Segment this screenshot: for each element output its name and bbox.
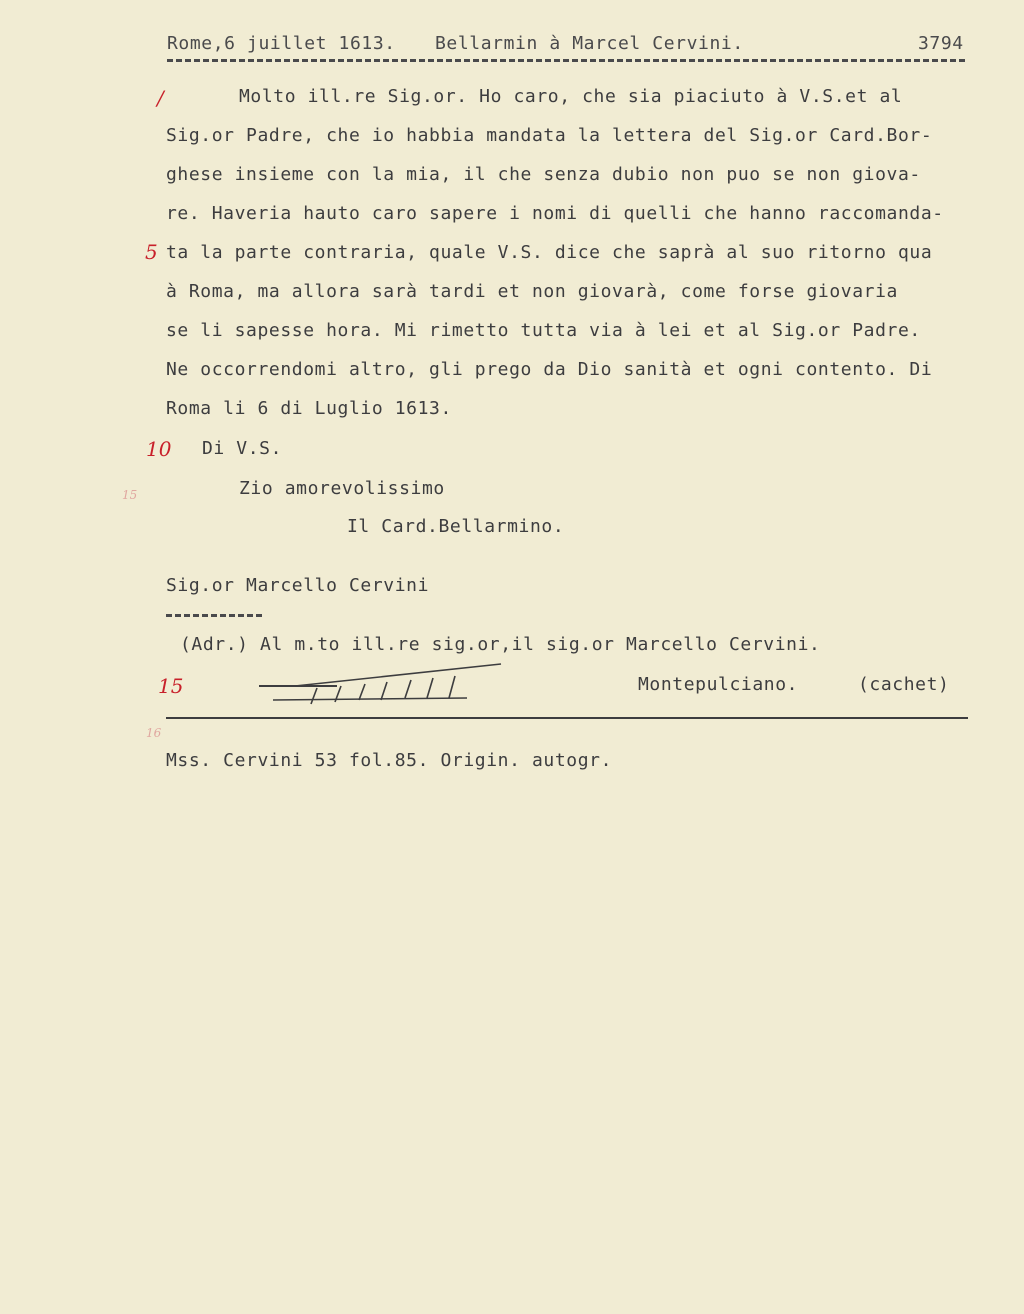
source-reference: Mss. Cervini 53 fol.85. Origin. autogr. (166, 750, 613, 771)
section-divider (166, 717, 968, 719)
body-line-7: se li sapesse hora. Mi rimetto tutta via à lei et al Sig.or Padre. (166, 320, 921, 341)
margin-number-15: 15 (158, 674, 184, 698)
place-name: Montepulciano. (638, 674, 799, 695)
header-title: Bellarmin à Marcel Cervini. (435, 33, 744, 54)
body-line-6: à Roma, ma allora sarà tardi et non giovarà, come forse giovaria (166, 281, 898, 302)
faint-margin-mark: 16 (146, 726, 162, 740)
closing-relation: Zio amorevolissimo (239, 478, 445, 499)
header-date: Rome,6 juillet 1613. (167, 33, 396, 54)
recipient-name: Sig.or Marcello Cervini (166, 575, 430, 596)
header-divider (167, 59, 965, 62)
body-line-8: Ne occorrendomi altro, gli prego da Dio sanità et ogni contento. Di (166, 359, 933, 380)
body-line-5: ta la parte contraria, quale V.S. dice che saprà al suo ritorno qua (166, 242, 933, 263)
margin-number-10: 10 (146, 437, 172, 461)
closing-salutation: Di V.S. (202, 438, 283, 459)
header-page-number: 3794 (918, 33, 964, 54)
body-line-3: ghese insieme con la mia, il che senza dubio non puo se non giova- (166, 164, 921, 185)
body-line-2: Sig.or Padre, che io habbia mandata la lettera del Sig.or Card.Bor- (166, 125, 933, 146)
faint-margin-mark: 15 (122, 488, 138, 502)
recipient-underline (166, 614, 262, 617)
margin-number-5: 5 (145, 240, 158, 264)
cachet-note: (cachet) (858, 674, 950, 695)
body-line-4: re. Haveria hauto caro sapere i nomi di quelli che hanno raccomanda- (166, 203, 944, 224)
body-line-1: Molto ill.re Sig.or. Ho caro, che sia piaciuto à V.S.et al (239, 86, 903, 107)
margin-number-1: / (157, 86, 164, 110)
closing-signature: Il Card.Bellarmino. (347, 516, 565, 537)
address-line: (Adr.) Al m.to ill.re sig.or,il sig.or Marcello Cervini. (180, 634, 821, 655)
body-line-9: Roma li 6 di Luglio 1613. (166, 398, 452, 419)
strikethrough-mark (255, 660, 505, 706)
